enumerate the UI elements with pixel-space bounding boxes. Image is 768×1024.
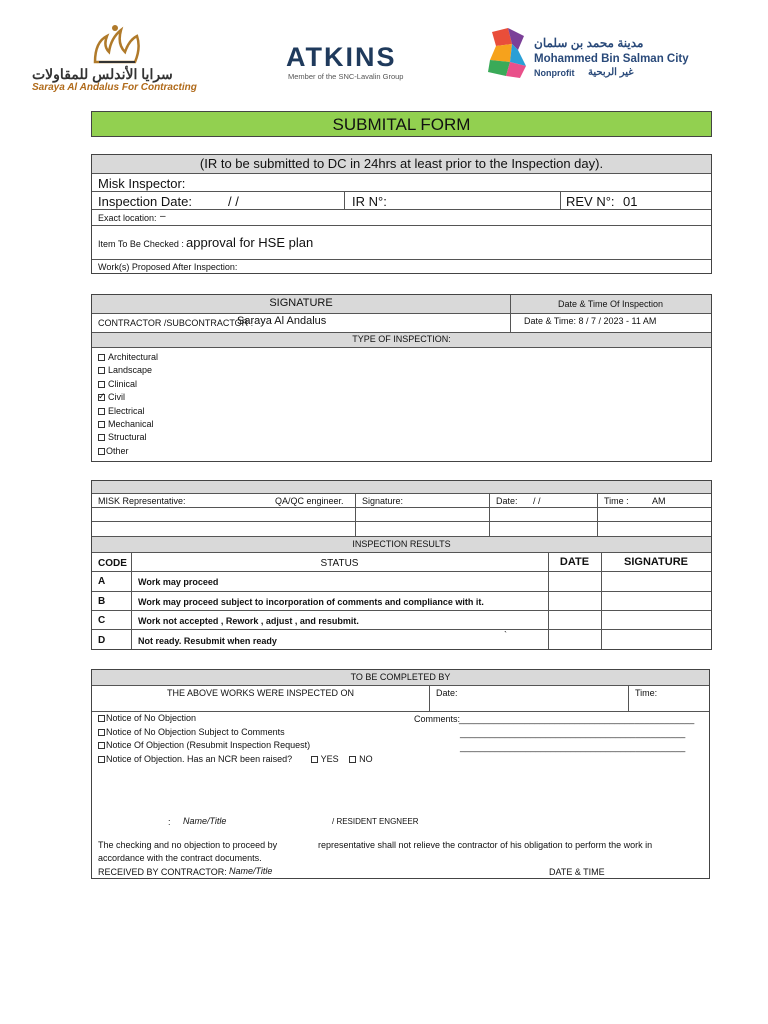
saraya-english-name: Saraya Al Andalus For Contracting: [32, 82, 197, 93]
checkbox-icon[interactable]: [98, 729, 105, 736]
checkbox-icon[interactable]: [98, 756, 105, 763]
inspected-on-label: THE ABOVE WORKS WERE INSPECTED ON: [166, 688, 355, 698]
disclaimer-part-3: accordance with the contract documents.: [98, 853, 262, 863]
saraya-emblem-icon: [85, 22, 145, 66]
atkins-name: ATKINS: [286, 42, 397, 72]
checkbox-icon[interactable]: [98, 408, 105, 415]
type-landscape[interactable]: Landscape: [98, 365, 158, 378]
qaqc-label: QA/QC engineer.: [275, 496, 344, 506]
comments-label: Comments:: [414, 714, 461, 724]
disclaimer-part-2: representative shall not relieve the contractor of his obligation to perform the work in: [318, 840, 653, 850]
completion-time-label: Time:: [635, 688, 658, 698]
am-label: AM: [652, 496, 666, 506]
notice-no-objection-comments[interactable]: Notice of No Objection Subject to Comments: [98, 727, 373, 741]
type-other[interactable]: Other: [98, 446, 158, 459]
mbs-city-emblem-icon: [482, 26, 530, 80]
checkbox-icon[interactable]: [98, 354, 105, 361]
mbs-nonprofit-arabic: غير الربحية: [588, 67, 634, 78]
exact-location-value: –: [160, 211, 166, 222]
checkbox-icon[interactable]: [349, 756, 356, 763]
comments-line-1[interactable]: _______________________________________________: [459, 714, 695, 724]
saraya-logo: [30, 22, 205, 97]
code-column-header: CODE: [98, 558, 127, 569]
date-label: Date:: [496, 496, 518, 506]
type-inspection-header: TYPE OF INSPECTION:: [352, 334, 451, 344]
name-title-label: Name/Title: [183, 816, 227, 826]
ncr-yes: YES: [320, 753, 339, 764]
works-proposed-label: Work(s) Proposed After Inspection:: [98, 262, 238, 272]
ncr-no: NO: [359, 753, 373, 764]
checkbox-icon[interactable]: [311, 756, 318, 763]
type-clinical[interactable]: Clinical: [98, 379, 158, 392]
type-electrical[interactable]: Electrical: [98, 406, 158, 419]
received-name-title: Name/Title: [229, 866, 273, 876]
misk-rep-label: MISK Representative:: [98, 496, 186, 506]
completion-table: [91, 669, 710, 879]
mbs-arabic-name: مدينة محمد بن سلمان: [534, 36, 644, 50]
type-civil[interactable]: ✓Civil: [98, 392, 158, 405]
type-structural[interactable]: Structural: [98, 432, 158, 445]
date-time-value: Date & Time: 8 / 7 / 2023 - 11 AM: [524, 316, 657, 326]
inspection-results-header: INSPECTION RESULTS: [352, 539, 451, 549]
checkbox-icon[interactable]: [98, 421, 105, 428]
mbs-english-name: Mohammed Bin Salman City: [534, 53, 689, 65]
rev-number-value: 01: [623, 194, 638, 209]
notice-no-objection[interactable]: Notice of No Objection: [98, 713, 373, 727]
notice-list: [98, 713, 373, 767]
contractor-label: CONTRACTOR /SUBCONTRACTOR :: [98, 318, 254, 328]
time-label: Time :: [604, 496, 629, 506]
disclaimer-part-1: The checking and no objection to proceed by: [98, 840, 278, 850]
result-status-a: Work may proceed: [138, 577, 219, 587]
request-header-text: (IR to be submitted to DC in 24hrs at least prior to the Inspection day).: [199, 156, 604, 171]
received-by-label: RECEIVED BY CONTRACTOR:: [98, 867, 227, 877]
checkbox-icon[interactable]: [98, 434, 105, 441]
checkbox-icon[interactable]: [98, 367, 105, 374]
date-column-header: DATE: [559, 556, 590, 568]
inspection-date-slashes: / /: [228, 194, 239, 209]
signature-type-table: [91, 294, 712, 462]
date-time-inspection-header: Date & Time Of Inspection: [557, 299, 664, 309]
signoff-colon: :: [168, 817, 171, 827]
comments-line-3[interactable]: _____________________________________________: [460, 742, 686, 752]
atkins-subtitle: Member of the SNC-Lavalin Group: [288, 72, 404, 81]
resident-engineer-label: / RESIDENT ENGNEER: [332, 817, 419, 826]
notice-objection-ncr[interactable]: Notice of Objection. Has an NCR been raised? YES NO: [98, 754, 373, 768]
signature-column-header: SIGNATURE: [624, 556, 688, 568]
contractor-value: Saraya Al Andalus: [237, 315, 327, 327]
received-date-time: DATE & TIME: [549, 867, 605, 877]
type-mechanical[interactable]: Mechanical: [98, 419, 158, 432]
form-title-bar: [91, 111, 712, 137]
exact-location-label: Exact location:: [98, 213, 157, 223]
checkbox-icon[interactable]: [98, 381, 105, 388]
result-code-d: D: [98, 635, 106, 646]
ir-number-label: IR N°:: [352, 194, 387, 209]
form-title: SUBMITAL FORM: [332, 115, 471, 134]
item-checked-value: approval for HSE plan: [186, 235, 314, 250]
mbs-city-logo: [482, 26, 702, 86]
inspection-results-table: [91, 480, 712, 650]
result-status-d: Not ready. Resubmit when ready: [138, 636, 277, 646]
date-slashes: / /: [533, 496, 541, 506]
mbs-nonprofit: Nonprofit: [534, 68, 575, 78]
status-column-header: STATUS: [320, 558, 359, 569]
rev-number-label: REV N°:: [566, 194, 615, 209]
request-details-table: [91, 154, 712, 274]
result-code-a: A: [98, 576, 106, 587]
inspection-date-label: Inspection Date:: [98, 194, 192, 209]
saraya-arabic-name: سرايا الأندلس للمقاولات: [32, 66, 173, 82]
signature-header: SIGNATURE: [269, 297, 333, 309]
inspection-type-list: [98, 352, 158, 459]
stray-tick-mark: `: [504, 630, 507, 640]
comments-line-2[interactable]: _____________________________________________: [460, 728, 686, 738]
checked-checkbox-icon[interactable]: [98, 394, 105, 401]
misk-inspector-label: Misk Inspector:: [98, 176, 186, 191]
result-code-b: B: [98, 596, 106, 607]
notice-objection-resubmit[interactable]: Notice Of Objection (Resubmit Inspection Request): [98, 740, 373, 754]
result-status-b: Work may proceed subject to incorporation of comments and compliance with it.: [138, 597, 484, 607]
signature-label: Signature:: [362, 496, 404, 506]
checkbox-icon[interactable]: [98, 448, 105, 455]
item-checked-label: Item To Be Checked :: [98, 239, 184, 249]
atkins-logo: [286, 42, 436, 82]
checkbox-icon[interactable]: [98, 715, 105, 722]
type-architectural[interactable]: Architectural: [98, 352, 158, 365]
completion-date-label: Date:: [436, 688, 458, 698]
result-code-c: C: [98, 615, 106, 626]
result-status-c: Work not accepted , Rework , adjust , and resubmit.: [138, 616, 359, 626]
completed-by-header: TO BE COMPLETED BY: [350, 672, 451, 682]
checkbox-icon[interactable]: [98, 742, 105, 749]
